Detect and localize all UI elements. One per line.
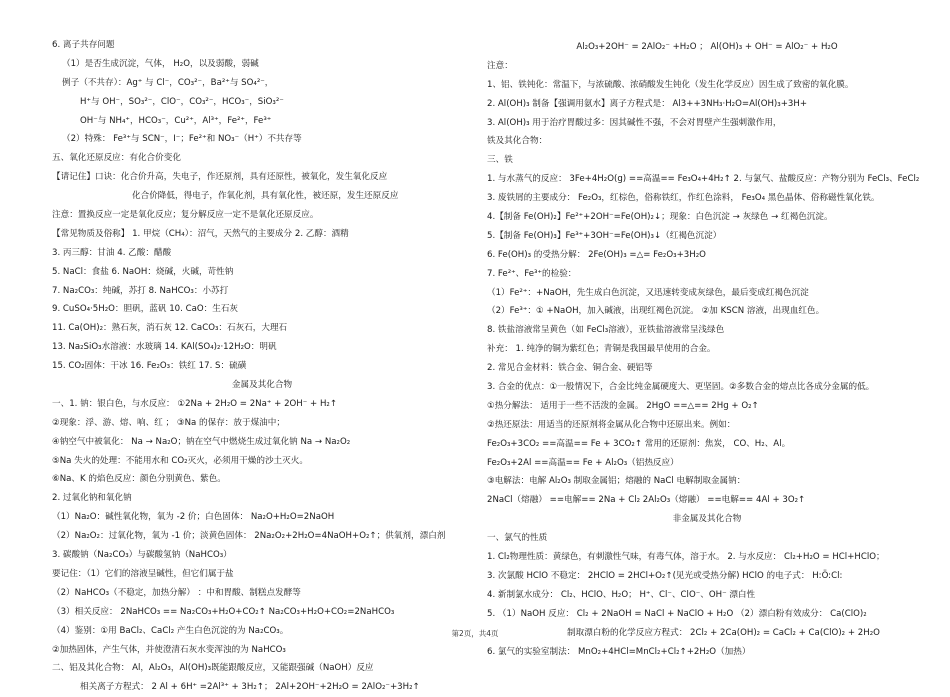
text-line: ⑤Na 失火的处理：不能用水和 CO₂灭火，必须用干燥的沙土灭火。 — [52, 455, 308, 466]
text-line: ②热还原法：用适当的还原剂将金属从化合物中还原出来。例如： — [487, 419, 736, 430]
text-line: 1. Cl₂物理性质：黄绿色，有刺激性气味，有毒气体，溶于水。 2. 与水反应： Cl₂+H₂O = HCl+HClO； — [487, 552, 885, 563]
text-line: 11. Ca(OH)₂：熟石灰，消石灰 12. CaCO₃：石灰石，大理石 — [52, 323, 288, 334]
text-line: 7. Na₂CO₃：纯碱，苏打 8. NaHCO₃：小苏打 — [52, 285, 229, 296]
text-line: （2）特殊： Fe³⁺与 SCN⁻，I⁻；Fe²⁺和 NO₃⁻（H⁺）不共存等 — [62, 134, 302, 145]
text-line: 4.【制备 Fe(OH)₂】Fe²⁺+2OH⁻=Fe(OH)₂↓；现象：白色沉淀 → 灰绿色 → 红褐色沉淀。 — [487, 212, 833, 223]
text-line: 2. 常见合金材料：铁合金、铜合金、硬铝等 — [487, 363, 653, 374]
text-line: 补充： 1. 纯净的铜为紫红色；青铜是我国最早使用的合金。 — [487, 344, 716, 355]
text-line: （2）NaHCO₃（不稳定，加热分解） ：中和胃酸、制糕点发酵等 — [52, 587, 301, 598]
page-footer: 第2页，共4页 — [451, 629, 499, 638]
text-line: 1. 与水蒸气的反应： 3Fe+4H₂O(g) ==高温== Fe₃O₄+4H₂↑ 2. 与氯气、盐酸反应：产物分别为 FeCl₃、FeCl₂ — [487, 174, 920, 185]
text-line: ②现象：浮、游、熔、响、红 ； ③Na 的保存：放于煤油中； — [52, 417, 285, 428]
text-line: 4. 新制氯水成分： Cl₂、HClO、H₂O； H⁺、Cl⁻、ClO⁻、OH⁻ 漂白性 — [487, 589, 756, 600]
text-line: 5.【制备 Fe(OH)₃】Fe³⁺+3OH⁻=Fe(OH)₃↓（红褐色沉淀） — [487, 230, 722, 241]
text-line: （2）Fe³⁺：① +NaOH，加入碱液，出现红褐色沉淀。 ②加 KSCN 溶液，出现血红色。 — [487, 306, 825, 317]
text-line: 五、氧化还原反应：有化合价变化 — [52, 153, 181, 164]
text-line: ④钠空气中被氧化： Na → Na₂O；钠在空气中燃烧生成过氧化钠 Na → Na₂O₂ — [52, 436, 351, 447]
text-line: 7. Fe²⁺、Fe³⁺的检验： — [487, 268, 577, 279]
text-line: 9. CuSO₄·5H₂O：胆矾，蓝矾 10. CaO：生石灰 — [52, 304, 239, 315]
text-line: 13. Na₂SiO₃水溶液：水玻璃 14. KAl(SO₄)₂·12H₂O：明矾 — [52, 342, 277, 353]
text-line: 3. 废铁屑的主要成分： Fe₂O₃，红棕色，俗称铁红，作红色涂料， Fe₃O₄ 黑色晶体、俗称磁性氧化铁。 — [487, 193, 880, 204]
text-line: 一、氯气的性质 — [487, 533, 548, 544]
text-line: OH⁻与 NH₄⁺，HCO₃⁻，Cu²⁺，Al³⁺，Fe²⁺，Fe³⁺ — [80, 115, 272, 126]
text-line: Al₂O₃+2OH⁻ = 2AlO₂⁻ +H₂O ； Al(OH)₃ + OH⁻ = AlO₂⁻ + H₂O — [576, 42, 838, 52]
text-line: 3. 合金的优点：①一般情况下，合金比纯金属硬度大、更坚固。②多数合金的熔点比各成分金属的低。 — [487, 382, 875, 393]
text-line: （1）Fe²⁺：+NaOH，先生成白色沉淀，又迅速转变成灰绿色，最后变成红褐色沉淀 — [487, 287, 809, 298]
text-line: 8. 铁盐溶液常呈黄色（如 FeCl₃溶液），亚铁盐溶液常呈浅绿色 — [487, 325, 725, 336]
text-line: 例子（不共存）：Ag⁺ 与 Cl⁻，CO₃²⁻，Ba²⁺与 SO₄²⁻， — [62, 77, 274, 88]
text-line: 15. CO₂固体：干冰 16. Fe₂O₃：铁红 17. S：硫磺 — [52, 361, 247, 372]
text-line: 非金属及其化合物 — [672, 514, 742, 525]
text-line: 3. 丙三醇：甘油 4. 乙酸：醋酸 — [52, 247, 172, 258]
text-line: 注意：置换反应一定是氧化反应；复分解反应一定不是氧化还原反应。 — [52, 210, 319, 221]
text-line: 6. 离子共存问题 — [52, 40, 115, 50]
text-line: ①热分解法： 适用于一些不活泼的金属。 2HgO ==△== 2Hg + O₂↑ — [487, 400, 759, 411]
text-line: ③电解法：电解 Al₂O₃ 制取金属铝；熔融的 NaCl 电解制取金属钠： — [487, 476, 746, 487]
text-line: ②加热固体，产生气体，并使澄清石灰水变浑浊的为 NaHCO₃ — [52, 644, 286, 655]
text-line: 二、铝及其化合物： Al，Al₂O₃，Al(OH)₃既能跟酸反应，又能跟强碱（NaOH）反应 — [52, 663, 374, 674]
text-line: 【请记住】口诀：化合价升高，失电子，作还原剂，具有还原性，被氧化，发生氧化反应 — [52, 172, 388, 183]
text-line: Fe₂O₃+3CO₂ ==高温== Fe + 3CO₂↑ 常用的还原剂：焦炭， CO、H₂、Al。 — [487, 438, 791, 449]
text-line: 3. 碳酸钠（Na₂CO₃）与碳酸氢钠（NaHCO₃） — [52, 550, 232, 561]
text-line: 化合价降低，得电子，作氧化剂，具有氧化性，被还原，发生还原反应 — [132, 191, 399, 202]
text-line: 三、铁 — [487, 155, 513, 166]
text-line: 要记住：（1）它们的溶液呈碱性，但它们属于盐 — [52, 568, 234, 579]
text-line: 2. Al(OH)₃ 制备【强调用氨水】离子方程式是： Al3++3NH₃·H₂O=Al(OH)₃+3H+ — [487, 98, 808, 109]
text-line: 【常见物质及俗称】 1. 甲烷（CH₄）：沼气，天然气的主要成分 2. 乙醇：酒精 — [52, 228, 349, 239]
text-line: Fe₂O₃+2Al ==高温== Fe + Al₂O₃（铝热反应） — [487, 457, 679, 468]
text-line: 铁及其化合物： — [487, 136, 548, 147]
right-column — [487, 38, 927, 661]
text-line: ⑥Na、K 的焰色反应：颜色分别黄色、紫色。 — [52, 474, 226, 485]
text-line: 相关离子方程式： 2 Al + 6H⁺ =2Al³⁺ + 3H₂↑； 2Al+2OH⁻+2H₂O = 2AlO₂⁻+3H₂↑ — [80, 682, 420, 693]
text-line: 注意： — [487, 60, 513, 71]
text-line: 2NaCl（熔融） ==电解== 2Na + Cl₂ 2Al₂O₃（熔融） ==电解== 4Al + 3O₂↑ — [487, 495, 806, 506]
text-line: （4）鉴别：①用 BaCl₂、CaCl₂ 产生白色沉淀的为 Na₂CO₃。 — [52, 625, 289, 636]
text-line: 3. 次氯酸 HClO 不稳定： 2HClO = 2HCl+O₂↑(见光或受热分解) HClO 的电子式： H:Ö:Cl: — [487, 570, 843, 581]
text-line: （2）Na₂O₂：过氧化物，氧为 -1 价；淡黄色固体： 2Na₂O₂+2H₂O=4NaOH+O₂↑；供氧剂，漂白剂 — [52, 531, 446, 542]
text-line: 金属及其化合物 — [231, 380, 293, 391]
text-line: 一、1. 钠：银白色，与水反应： ①2Na + 2H₂O = 2Na⁺ + 2OH⁻ + H₂↑ — [52, 398, 338, 409]
left-column — [52, 36, 472, 697]
text-line: 6. Fe(OH)₃ 的受热分解： 2Fe(OH)₃ =△= Fe₂O₃+3H₂O — [487, 249, 706, 260]
text-line: 5. （1）NaOH 反应： Cl₂ + 2NaOH = NaCl + NaClO + H₂O （2）漂白粉有效成分： Ca(ClO)₂ — [487, 608, 867, 619]
text-line: 3. Al(OH)₃ 用于治疗胃酸过多：因其碱性不强，不会对胃壁产生强刺激作用， — [487, 117, 782, 128]
text-line: H⁺与 OH⁻，SO₃²⁻，ClO⁻，CO₃²⁻，HCO₃⁻，SiO₃²⁻ — [80, 96, 284, 107]
text-line: 制取漂白粉的化学反应方程式： 2Cl₂ + 2Ca(OH)₂ = CaCl₂ + Ca(ClO)₂ + 2H₂O — [567, 627, 880, 638]
text-line: 1、铝、铁钝化：常温下，与浓硫酸、浓硝酸发生钝化（发生化学反应）因生成了致密的氧化膜。 — [487, 79, 854, 90]
text-line: （3）相关反应： 2NaHCO₃ == Na₂CO₃+H₂O+CO₂↑ Na₂CO₃+H₂O+CO₂=2NaHCO₃ — [52, 606, 395, 617]
text-line: 5. NaCl：食盐 6. NaOH：烧碱，火碱，苛性钠 — [52, 266, 234, 277]
text-line: 2. 过氧化钠和氧化钠 — [52, 493, 132, 504]
text-line: 6. 氯气的实验室制法： MnO₂+4HCl=MnCl₂+Cl₂↑+2H₂O（加热） — [487, 646, 751, 657]
text-line: （1）是否生成沉淀，气体， H₂O，以及弱酸，弱碱 — [62, 58, 259, 69]
text-line: （1）Na₂O：碱性氧化物，氧为 -2 价；白色固体： Na₂O+H₂O=2NaOH — [52, 512, 335, 523]
